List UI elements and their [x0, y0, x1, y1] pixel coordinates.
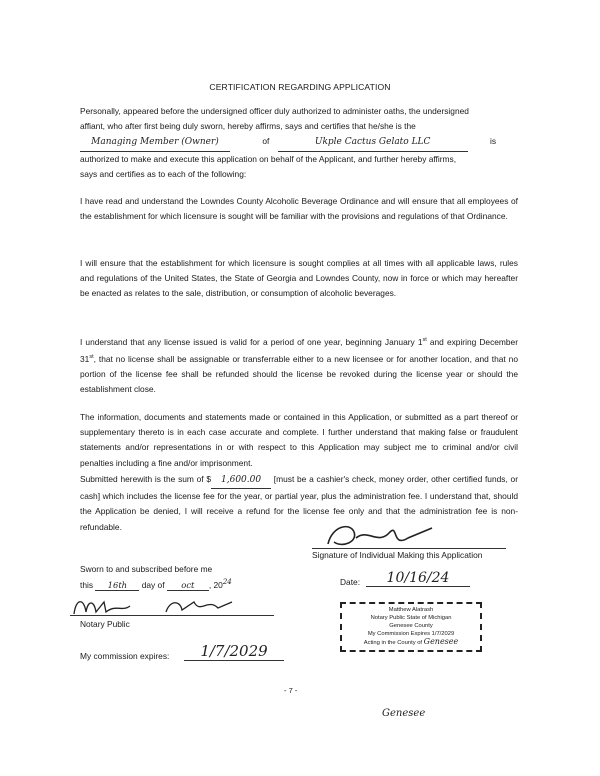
date-handwritten: 10/16/24 [366, 570, 470, 587]
sworn-text: Sworn to and subscribed before me [80, 564, 213, 574]
month-handwritten: oct [167, 580, 209, 591]
p1-line1: Personally, appeared before the undersigned officer duly authorized to administer oaths, the undersigned [80, 106, 469, 116]
sworn-date-line [80, 578, 232, 591]
p6-text-b: [must be a cashier's check, money order, other certified funds, or cash] which includes the license fee for the year, or partial year, plus the administration fee. I understand that, should the Application be denied, I will receive a refund for the license fee only and that the administration fee is non-refundable. [80, 474, 518, 532]
p6-text-a: Submitted herewith is the sum of $ [80, 474, 212, 484]
stamp-line5 [342, 638, 480, 647]
company-handwritten: Ukple Cactus Gelato LLC [278, 135, 468, 151]
p4-text-a: I understand that any license issued is valid for a period of one year, beginning January 1 [80, 336, 423, 347]
p4-text-b: and expiring December 31 [80, 336, 519, 364]
applicant-signature-icon [320, 518, 440, 552]
fee-paragraph [80, 472, 518, 535]
stamp-county-label: Acting in the County of [363, 640, 423, 646]
day-of-text: day of [141, 579, 165, 590]
p4-sup2: st [89, 354, 94, 360]
notary-public-label: Notary Public [80, 619, 130, 629]
commission-handwritten: 1/7/2029 [184, 642, 284, 661]
date-label: Date: [340, 577, 361, 587]
license-term-paragraph [80, 333, 518, 397]
notary-signature-line [70, 615, 274, 616]
p1-line4: authorized to make and execute this application on behalf of the Applicant, and further hereby affirms, [80, 153, 457, 164]
p4-text-c: , that no license shall be assignable or transferrable either to a new licensee or for another location, and that no portion of the license fee shall be refunded should the license be revoked during the license year or should the establishment close. [80, 353, 518, 395]
role-handwritten: Managing Member (Owner) [80, 135, 230, 151]
document-title: CERTIFICATION REGARDING APPLICATION [209, 82, 391, 92]
amount-handwritten: 1,600.00 [211, 473, 271, 489]
stamp-line3: Genesee County [389, 623, 433, 629]
stamp-county-handwritten: Genesee [423, 637, 459, 646]
ordinance-paragraph: I have read and understand the Lowndes County Alcoholic Beverage Ordinance and will ensure that all employees of the establishment for which licensure is sought will be familiar with the provisions and regulations of that Ordinance. [80, 196, 518, 222]
stamp-line4: My Commission Expires 1/7/2029 [367, 631, 455, 637]
this-text: this [80, 579, 94, 590]
day-handwritten: 16th [95, 580, 139, 591]
year-handwritten: 24 [222, 578, 232, 586]
p1-line2: affiant, who after first being duly sworn, hereby affirms, says and certifies that he/she is the [80, 121, 416, 132]
year-prefix: , 20 [208, 579, 223, 590]
p1-line3 [80, 134, 518, 151]
footer-handwritten: Genesee [382, 708, 426, 719]
stamp-name: Matthew Alatrash [388, 607, 434, 613]
page-number: - 7 - [284, 686, 298, 695]
notary-stamp [340, 602, 482, 652]
is-text: is [489, 136, 497, 147]
p4-sup1: st [422, 337, 427, 343]
signature-caption: Signature of Individual Making this Application [312, 550, 483, 560]
commission-label: My commission expires: [80, 651, 170, 661]
of-text: of [262, 136, 270, 147]
accuracy-paragraph: The information, documents and statements made or contained in this Application, or submitted as a part thereof or supplementary thereto is in each case accurate and complete. I further understand that making false or fraudulent statements and/or representations in or with respect to this Application may subject me to criminal and/or civil penalties including a fine and/or imprisonment. [80, 412, 518, 468]
p1-line5: says and certifies as to each of the following: [80, 168, 247, 179]
stamp-line2: Notary Public State of Michigan [370, 615, 452, 621]
applicant-signature-line [312, 548, 506, 549]
compliance-paragraph: I will ensure that the establishment for which licensure is sought complies at all times with all applicable laws, rules and regulations of the United States, the State of Georgia and Lowndes County, now in force or which may hereafter be enacted as relates to the sale, distribution, or consumption of alcoholic beverages. [80, 258, 518, 299]
affiant-paragraph [80, 104, 518, 182]
